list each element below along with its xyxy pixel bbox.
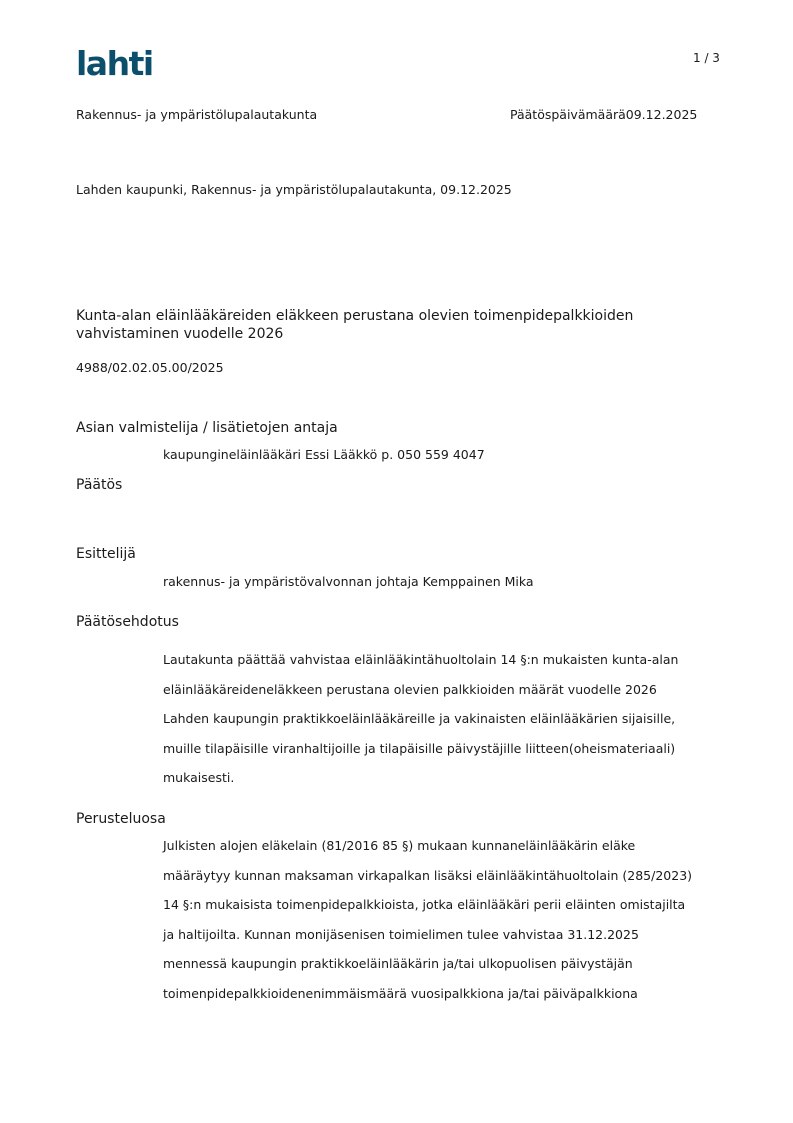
preparer-value: kaupungineläinlääkäri Essi Lääkkö p. 050 559 4047 xyxy=(163,447,485,462)
proposal-heading: Päätösehdotus xyxy=(76,614,179,630)
title-line-1: Kunta-alan eläinlääkäreiden eläkkeen perustana olevien toimenpidepalkkioiden xyxy=(76,308,634,324)
reasons-line: 14 §:n mukaisista toimenpidepalkkioista, jotka eläinlääkäri perii eläinten omistajilta xyxy=(163,897,686,912)
decision-heading: Päätös xyxy=(76,477,123,493)
presenter-value: rakennus- ja ympäristövalvonnan johtaja Kemppainen Mika xyxy=(163,574,534,589)
reference-number: 4988/02.02.05.00/2025 xyxy=(76,360,224,375)
proposal-line: mukaisesti. xyxy=(163,770,235,785)
page-number: 1 / 3 xyxy=(693,51,720,65)
reasons-line: ja haltijoilta. Kunnan monijäsenisen toimielimen tulee vahvistaa 31.12.2025 xyxy=(163,926,639,942)
decision-date-label: Päätöspäivämäärä xyxy=(510,107,626,122)
reasons-line: mennessä kaupungin praktikkoeläinlääkärin ja/tai ulkopuolisen päivystäjän xyxy=(163,956,633,971)
reasons-line: määräytyy kunnan maksaman virkapalkan lisäksi eläinlääkintähuoltolain (285/2023) xyxy=(163,867,693,883)
presenter-heading: Esittelijä xyxy=(76,546,136,562)
reasons-line: Julkisten alojen eläkelain (81/2016 85 §) mukaan kunnaneläinlääkärin eläke xyxy=(163,838,636,853)
proposal-line: muille tilapäisille viranhaltijoille ja tilapäisille päivystäjille liitteen(oheismateriaali) xyxy=(163,740,676,756)
proposal-line: eläinlääkäreideneläkkeen perustana olevien palkkioiden määrät vuodelle 2026 xyxy=(163,681,657,697)
preparer-heading: Asian valmistelija / lisätietojen antaja xyxy=(76,420,338,436)
lahti-logo: lahti xyxy=(76,44,153,83)
intro-line: Lahden kaupunki, Rakennus- ja ympäristölupalautakunta, 09.12.2025 xyxy=(76,182,512,197)
proposal-line: Lahden kaupungin praktikkoeläinlääkäreille ja vakinaisten eläinlääkärien sijaisille, xyxy=(163,711,676,726)
document-title xyxy=(76,307,676,343)
decision-date-header xyxy=(510,107,697,122)
reasons-line: toimenpidepalkkioidenenimmäismäärä vuosipalkkiona ja/tai päiväpalkkiona xyxy=(163,985,638,1001)
proposal-body xyxy=(163,645,723,793)
reasons-body xyxy=(163,831,723,1008)
title-line-2: vahvistaminen vuodelle 2026 xyxy=(76,326,284,342)
board-name: Rakennus- ja ympäristölupalautakunta xyxy=(76,107,318,122)
proposal-line: Lautakunta päättää vahvistaa eläinlääkintähuoltolain 14 §:n mukaisten kunta-alan xyxy=(163,652,679,667)
decision-date-value: 09.12.2025 xyxy=(625,107,698,122)
reasons-heading: Perusteluosa xyxy=(76,811,166,827)
